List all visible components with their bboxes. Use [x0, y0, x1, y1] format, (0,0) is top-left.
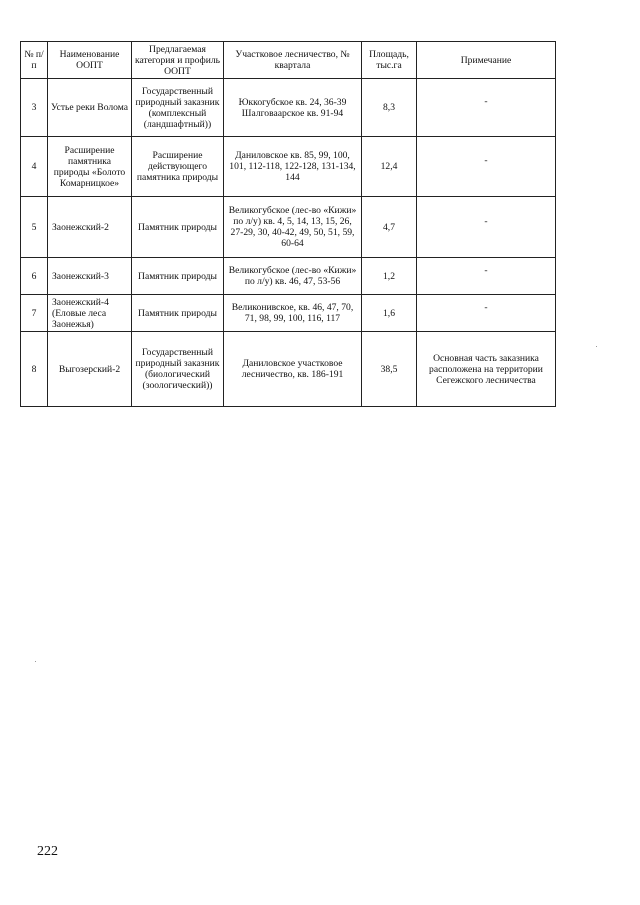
cell-num: 5	[21, 197, 48, 258]
cell-note	[417, 137, 556, 197]
cell-category: Расширение действующего памятника природы	[132, 137, 224, 197]
note-text: -	[484, 301, 488, 313]
cell-forestry: Юккогубское кв. 24, 36-39 Шалговаарское кв. 91-94	[224, 79, 362, 137]
cell-name: Заонежский-2	[48, 197, 132, 258]
oopt-table	[20, 41, 556, 407]
cell-name: Заонежский-3	[48, 258, 132, 295]
cell-category: Памятник природы	[132, 295, 224, 332]
cell-area: 1,2	[362, 258, 417, 295]
cell-category: Государственный природный заказник (биологический (зоологический))	[132, 332, 224, 407]
cell-forestry: Великогубское (лес-во «Кижи» по л/у) кв. 4, 5, 14, 13, 15, 26, 27-29, 30, 40-42, 49, 50, 51, 59, 60-64	[224, 197, 362, 258]
cell-num: 8	[21, 332, 48, 407]
table-row	[21, 332, 556, 407]
page-number: 222	[37, 844, 58, 859]
scan-speck	[35, 661, 36, 662]
table-row	[21, 295, 556, 332]
header-forestry: Участковое лесничество, № квартала	[224, 42, 362, 79]
cell-note	[417, 258, 556, 295]
table-row	[21, 197, 556, 258]
cell-area: 1,6	[362, 295, 417, 332]
header-num: № п/п	[21, 42, 48, 79]
note-text: -	[484, 96, 488, 107]
header-category: Предлагаемая категория и профиль ООПТ	[132, 42, 224, 79]
cell-area: 12,4	[362, 137, 417, 197]
cell-note	[417, 295, 556, 332]
scan-speck	[596, 346, 597, 347]
note-text: -	[484, 215, 488, 227]
cell-forestry: Великогубское (лес-во «Кижи» по л/у) кв. 46, 47, 53-56	[224, 258, 362, 295]
cell-forestry: Великонивское, кв. 46, 47, 70, 71, 98, 99, 100, 116, 117	[224, 295, 362, 332]
cell-note: Основная часть заказника расположена на территории Сегежского лесничества	[417, 332, 556, 407]
table-row	[21, 137, 556, 197]
note-text: -	[484, 264, 488, 276]
table-row	[21, 258, 556, 295]
cell-category: Памятник природы	[132, 258, 224, 295]
header-name: Наименование ООПТ	[48, 42, 132, 79]
cell-category: Государственный природный заказник (комплексный (ландшафтный))	[132, 79, 224, 137]
cell-name: Выгозерский-2	[48, 332, 132, 407]
note-text: -	[484, 155, 488, 166]
cell-name: Устье реки Волома	[48, 79, 132, 137]
cell-area: 38,5	[362, 332, 417, 407]
cell-category: Памятник природы	[132, 197, 224, 258]
cell-name: Заонежский-4 (Еловые леса Заонежья)	[48, 295, 132, 332]
cell-forestry: Даниловское участковое лесничество, кв. 186-191	[224, 332, 362, 407]
table-row	[21, 79, 556, 137]
cell-num: 3	[21, 79, 48, 137]
cell-num: 7	[21, 295, 48, 332]
cell-note	[417, 79, 556, 137]
cell-name: Расширение памятника природы «Болото Комарницкое»	[48, 137, 132, 197]
cell-forestry: Даниловское кв. 85, 99, 100, 101, 112-118, 122-128, 131-134, 144	[224, 137, 362, 197]
table-header-row	[21, 42, 556, 79]
cell-area: 8,3	[362, 79, 417, 137]
cell-num: 4	[21, 137, 48, 197]
header-area: Площадь, тыс.га	[362, 42, 417, 79]
cell-area: 4,7	[362, 197, 417, 258]
cell-num: 6	[21, 258, 48, 295]
header-note: Примечание	[417, 42, 556, 79]
cell-note	[417, 197, 556, 258]
